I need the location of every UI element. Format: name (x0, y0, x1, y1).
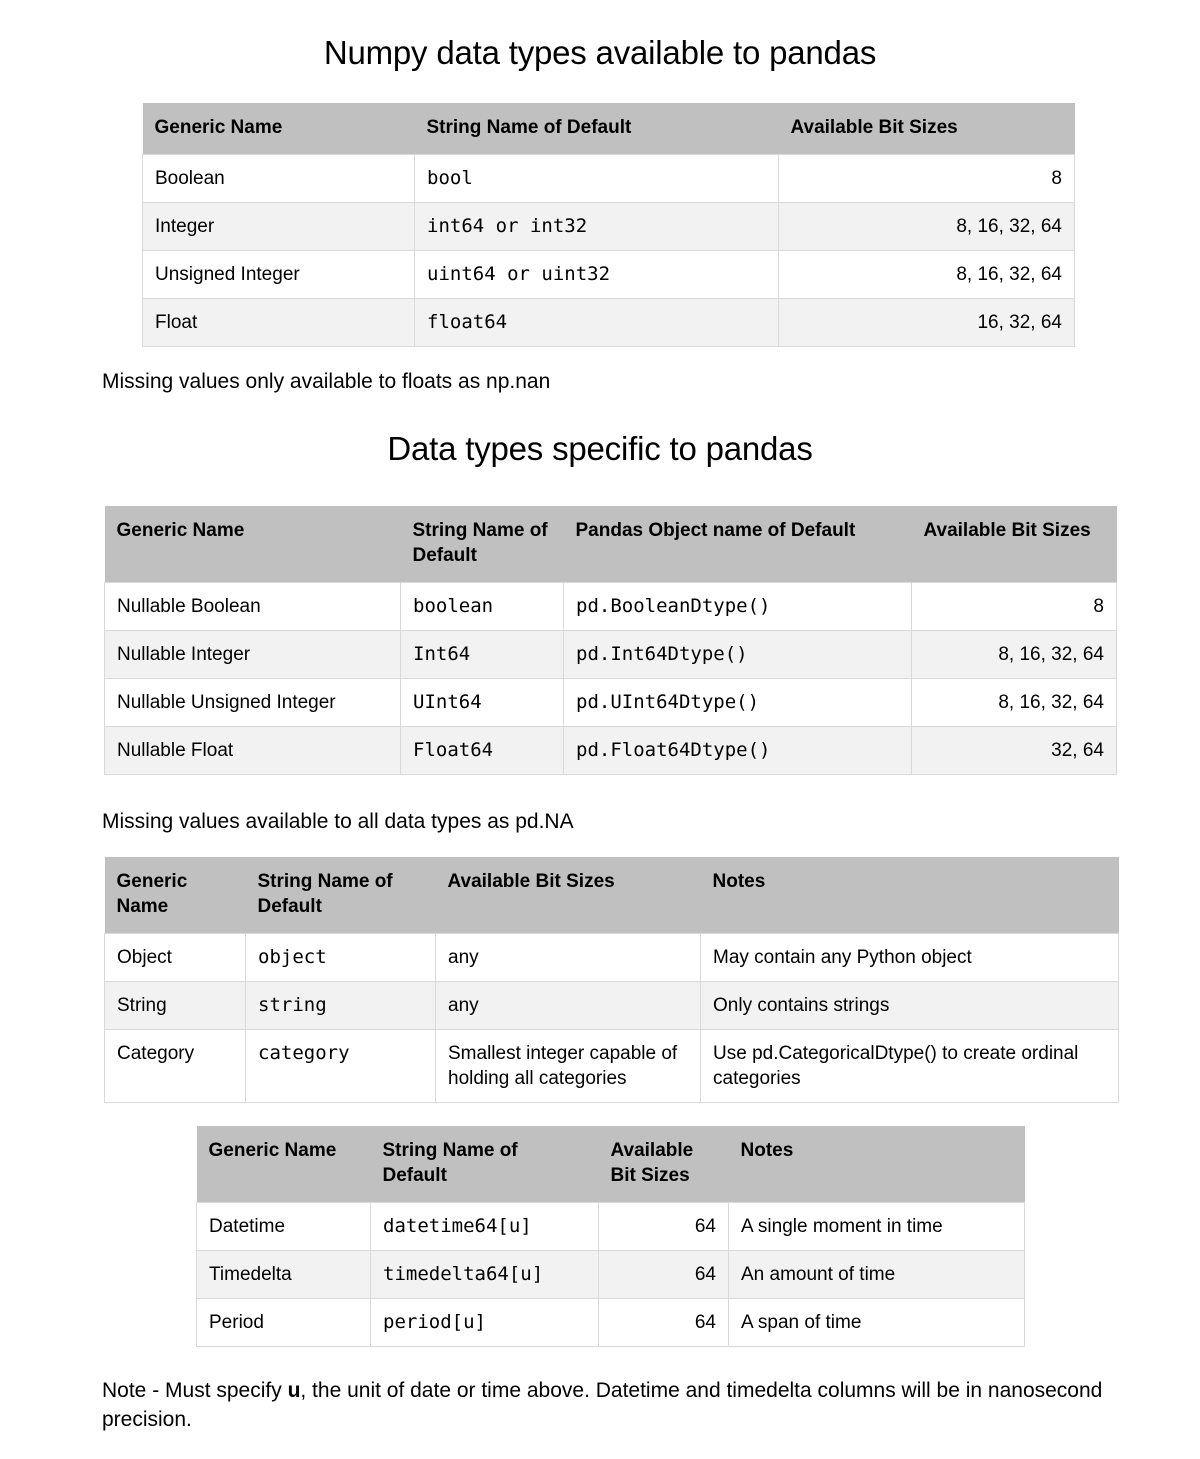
cell-generic-name: Float (143, 299, 415, 347)
column-header-string-name: String Name of Default (401, 506, 564, 583)
cell-bit-sizes: 8, 16, 32, 64 (912, 679, 1117, 727)
column-header-string-name: String Name of Default (415, 103, 779, 155)
table-body (143, 155, 1075, 347)
cell-generic-name: Integer (143, 203, 415, 251)
table-row (105, 583, 1117, 631)
cell-generic-name: Nullable Float (105, 727, 401, 775)
pandas-dtypes-table (104, 506, 1117, 775)
cell-generic-name: Timedelta (197, 1251, 371, 1299)
footnote-suffix: , the unit of date or time above. Datetime and timedelta columns will be in nanosecond precision. (102, 1379, 1103, 1431)
cell-generic-name: Nullable Unsigned Integer (105, 679, 401, 727)
table-header (143, 103, 1075, 155)
cell-generic-name: Boolean (143, 155, 415, 203)
column-header-notes: Notes (701, 857, 1119, 934)
cell-notes: A single moment in time (729, 1203, 1025, 1251)
cell-generic-name: String (105, 982, 246, 1030)
table-row (105, 934, 1119, 982)
column-header-string-name: String Name of Default (246, 857, 436, 934)
cell-string-name: bool (415, 155, 779, 203)
cell-generic-name: Nullable Boolean (105, 583, 401, 631)
cell-string-name: Int64 (401, 631, 564, 679)
cell-bit-sizes: 8 (912, 583, 1117, 631)
cell-notes: An amount of time (729, 1251, 1025, 1299)
cell-bit-sizes: Smallest integer capable of holding all categories (436, 1030, 701, 1103)
table-row (197, 1251, 1025, 1299)
footnote-note (102, 1376, 1112, 1434)
cell-string-name: Float64 (401, 727, 564, 775)
cell-string-name: float64 (415, 299, 779, 347)
cell-notes: Use pd.CategoricalDtype() to create ordinal categories (701, 1030, 1119, 1103)
table-row (105, 1030, 1119, 1103)
table-row (197, 1299, 1025, 1347)
column-header-generic-name: Generic Name (197, 1126, 371, 1203)
cell-generic-name: Object (105, 934, 246, 982)
column-header-bit-sizes: Available Bit Sizes (912, 506, 1117, 583)
cell-string-name: boolean (401, 583, 564, 631)
column-header-bit-sizes: Available Bit Sizes (436, 857, 701, 934)
column-header-bit-sizes: Available Bit Sizes (599, 1126, 729, 1203)
footnote-bold-unit: u (287, 1379, 301, 1402)
numpy-dtypes-table (142, 103, 1075, 347)
cell-bit-sizes: 8, 16, 32, 64 (779, 203, 1075, 251)
cell-bit-sizes: any (436, 982, 701, 1030)
column-header-notes: Notes (729, 1126, 1025, 1203)
column-header-string-name: String Name of Default (371, 1126, 599, 1203)
cell-notes: May contain any Python object (701, 934, 1119, 982)
page-title-pandas: Data types specific to pandas (387, 430, 813, 467)
cell-generic-name: Category (105, 1030, 246, 1103)
table-header-row (105, 857, 1119, 934)
cell-bit-sizes: 16, 32, 64 (779, 299, 1075, 347)
cell-bit-sizes: 8 (779, 155, 1075, 203)
cell-bit-sizes: any (436, 934, 701, 982)
table-header (105, 857, 1119, 934)
cell-bit-sizes: 64 (599, 1299, 729, 1347)
footnote-prefix: Note - Must specify (102, 1379, 288, 1402)
cell-string-name: period[u] (371, 1299, 599, 1347)
caption-pandas-missing-values: Missing values available to all data types as pd.NA (102, 810, 574, 833)
cell-string-name: category (246, 1030, 436, 1103)
cell-string-name: uint64 or uint32 (415, 251, 779, 299)
table-header (197, 1126, 1025, 1203)
table-row (105, 982, 1119, 1030)
cell-bit-sizes: 32, 64 (912, 727, 1117, 775)
table-header-row (197, 1126, 1025, 1203)
table-row (105, 631, 1117, 679)
object-dtypes-table (104, 857, 1119, 1103)
cell-string-name: timedelta64[u] (371, 1251, 599, 1299)
column-header-object-name: Pandas Object name of Default (564, 506, 912, 583)
cell-object-name: pd.Int64Dtype() (564, 631, 912, 679)
table-row (197, 1203, 1025, 1251)
table-row (143, 251, 1075, 299)
caption-numpy-missing-values: Missing values only available to floats as np.nan (102, 370, 551, 393)
table-body (197, 1203, 1025, 1347)
cell-object-name: pd.BooleanDtype() (564, 583, 912, 631)
column-header-generic-name: Generic Name (105, 506, 401, 583)
table-row (143, 299, 1075, 347)
table-header-row (143, 103, 1075, 155)
cell-bit-sizes: 64 (599, 1251, 729, 1299)
table-header-row (105, 506, 1117, 583)
cell-string-name: datetime64[u] (371, 1203, 599, 1251)
column-header-generic-name: Generic Name (143, 103, 415, 155)
table-row (143, 155, 1075, 203)
table-body (105, 583, 1117, 775)
table-header (105, 506, 1117, 583)
cell-string-name: object (246, 934, 436, 982)
cell-bit-sizes: 8, 16, 32, 64 (779, 251, 1075, 299)
table-body (105, 934, 1119, 1103)
cell-object-name: pd.UInt64Dtype() (564, 679, 912, 727)
table-row (105, 727, 1117, 775)
cell-object-name: pd.Float64Dtype() (564, 727, 912, 775)
cell-generic-name: Nullable Integer (105, 631, 401, 679)
cell-string-name: int64 or int32 (415, 203, 779, 251)
datetime-dtypes-table (196, 1126, 1025, 1347)
cell-bit-sizes: 64 (599, 1203, 729, 1251)
cell-bit-sizes: 8, 16, 32, 64 (912, 631, 1117, 679)
cell-notes: A span of time (729, 1299, 1025, 1347)
page-title-numpy: Numpy data types available to pandas (323, 34, 877, 71)
cell-string-name: string (246, 982, 436, 1030)
cell-generic-name: Period (197, 1299, 371, 1347)
cell-string-name: UInt64 (401, 679, 564, 727)
cell-generic-name: Unsigned Integer (143, 251, 415, 299)
table-row (143, 203, 1075, 251)
table-row (105, 679, 1117, 727)
column-header-generic-name: Generic Name (105, 857, 246, 934)
column-header-bit-sizes: Available Bit Sizes (779, 103, 1075, 155)
cell-notes: Only contains strings (701, 982, 1119, 1030)
cell-generic-name: Datetime (197, 1203, 371, 1251)
